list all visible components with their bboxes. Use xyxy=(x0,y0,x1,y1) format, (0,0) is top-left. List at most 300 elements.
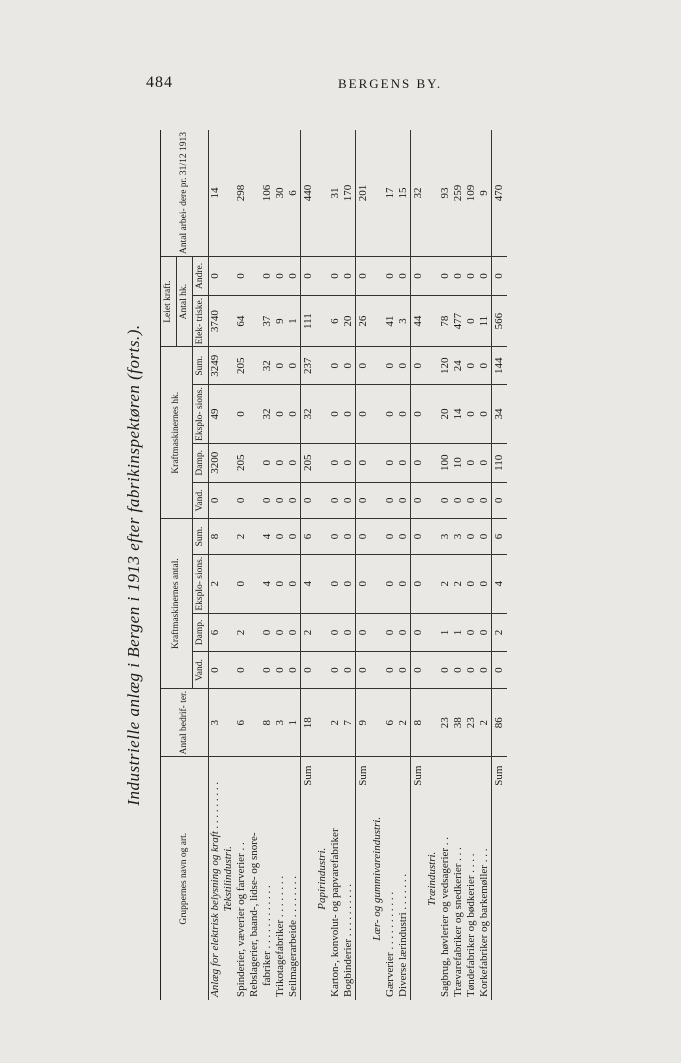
empty-cell xyxy=(222,688,235,757)
value-cell: 0 xyxy=(384,554,397,613)
value-cell: 0 xyxy=(287,385,301,444)
value-cell: 3 xyxy=(439,519,452,555)
row-label: Anlæg for elektrisk belysning og kraft . . . . . . . . . xyxy=(209,757,223,1000)
section-title: Tekstilindustri. xyxy=(222,846,234,912)
value-cell: 6 xyxy=(384,688,397,757)
row-label: Seilmagerarbeide . . . . . . . . xyxy=(287,876,299,997)
value-cell: 0 xyxy=(274,256,287,295)
value-cell: 0 xyxy=(287,652,301,689)
value-cell: 11 xyxy=(478,295,492,346)
value-cell: 0 xyxy=(478,652,492,689)
empty-cell xyxy=(316,130,329,256)
value-cell: 4 xyxy=(261,519,274,555)
empty-cell xyxy=(316,385,329,444)
value-cell: 3 xyxy=(397,295,411,346)
col-header-antal-arbeidere: Antal arbei- dere pr. 31/12 1913 xyxy=(161,130,209,256)
value-cell: 64 xyxy=(235,295,248,346)
value-cell: 8 xyxy=(209,519,223,555)
col-header-andre: Andre. xyxy=(193,256,209,295)
value-cell: 0 xyxy=(384,256,397,295)
value-cell: 32 xyxy=(301,385,317,444)
value-cell: 0 xyxy=(356,613,372,652)
empty-cell xyxy=(426,688,439,757)
row-label: Diverse lærindustri . . . . . . . xyxy=(397,873,409,997)
row-label: Spinderier, væverier og farverier . . xyxy=(235,842,247,997)
value-cell: 6 xyxy=(301,519,317,555)
value-cell: 14 xyxy=(209,130,223,256)
col-header-name: Gruppernes navn og art. xyxy=(161,757,209,1000)
col-header-eksplosions-hk: Eksplo- sions. xyxy=(193,385,209,444)
row-label: Korkefabriker og barkemøller . . . xyxy=(478,848,490,997)
value-cell: 2 xyxy=(452,554,465,613)
value-cell: 0 xyxy=(235,385,248,444)
value-cell: 78 xyxy=(439,295,452,346)
value-cell: 0 xyxy=(411,347,427,385)
value-cell: 0 xyxy=(465,443,478,482)
value-cell: 0 xyxy=(287,613,301,652)
value-cell: 4 xyxy=(261,554,274,613)
value-cell: 0 xyxy=(478,554,492,613)
value-cell: 100 xyxy=(439,443,452,482)
value-cell: 0 xyxy=(342,347,356,385)
col-header-vand-hk: Vand. xyxy=(193,482,209,519)
value-cell: 9 xyxy=(274,295,287,346)
value-cell: 2 xyxy=(329,688,342,757)
value-cell: 93 xyxy=(439,130,452,256)
value-cell: 0 xyxy=(261,613,274,652)
row-label: Tøndefabriker og bødkerier . . . . xyxy=(465,853,477,997)
running-title: BERGENS BY. xyxy=(338,76,443,91)
value-cell: 0 xyxy=(301,256,317,295)
value-cell: 2 xyxy=(235,519,248,555)
page-number: 484 xyxy=(146,74,173,91)
value-cell xyxy=(248,347,261,385)
value-cell: 0 xyxy=(492,256,508,295)
col-header-damp: Damp. xyxy=(193,613,209,652)
empty-cell xyxy=(316,652,329,689)
value-cell xyxy=(248,652,261,689)
empty-cell xyxy=(371,443,384,482)
empty-cell xyxy=(316,554,329,613)
value-cell: 0 xyxy=(329,613,342,652)
value-cell: 0 xyxy=(439,482,452,519)
value-cell xyxy=(248,613,261,652)
col-header-kraftmaskiner-hk: Kraftmaskinernes hk. xyxy=(161,347,193,519)
table-row xyxy=(452,130,465,1000)
empty-cell xyxy=(316,482,329,519)
value-cell: 0 xyxy=(397,519,411,555)
empty-cell xyxy=(426,613,439,652)
empty-cell xyxy=(426,482,439,519)
value-cell: 3200 xyxy=(209,443,223,482)
value-cell xyxy=(248,688,261,757)
empty-cell xyxy=(426,256,439,295)
value-cell: 259 xyxy=(452,130,465,256)
value-cell: 0 xyxy=(356,482,372,519)
empty-cell xyxy=(371,688,384,757)
section-row xyxy=(222,130,235,1000)
col-header-sum: Sum. xyxy=(193,519,209,555)
empty-cell xyxy=(426,347,439,385)
value-cell: 0 xyxy=(384,613,397,652)
value-cell: 0 xyxy=(342,519,356,555)
empty-cell xyxy=(222,482,235,519)
value-cell: 0 xyxy=(342,443,356,482)
value-cell: 1 xyxy=(439,613,452,652)
empty-cell xyxy=(316,295,329,346)
value-cell: 3 xyxy=(274,688,287,757)
value-cell: 0 xyxy=(478,519,492,555)
table-row xyxy=(329,130,342,1000)
sum-label: Sum xyxy=(411,757,427,1000)
col-header-elektriske: Elek- triske. xyxy=(193,295,209,346)
table-row xyxy=(439,130,452,1000)
value-cell: 18 xyxy=(301,688,317,757)
value-cell: 0 xyxy=(384,482,397,519)
value-cell: 0 xyxy=(209,482,223,519)
empty-cell xyxy=(371,554,384,613)
empty-cell xyxy=(371,295,384,346)
empty-cell xyxy=(426,295,439,346)
value-cell: 31 xyxy=(329,130,342,256)
value-cell: 0 xyxy=(478,443,492,482)
value-cell: 0 xyxy=(411,519,427,555)
value-cell: 111 xyxy=(301,295,317,346)
value-cell: 3740 xyxy=(209,295,223,346)
value-cell: 477 xyxy=(452,295,465,346)
sum-row xyxy=(411,130,427,1000)
value-cell: 0 xyxy=(235,554,248,613)
col-header-antal-hk: Antal hk. xyxy=(177,256,193,346)
empty-cell xyxy=(222,130,235,256)
value-cell: 37 xyxy=(261,295,274,346)
value-cell: 0 xyxy=(261,256,274,295)
value-cell: 0 xyxy=(465,347,478,385)
value-cell: 0 xyxy=(235,482,248,519)
value-cell: 0 xyxy=(329,482,342,519)
value-cell: 8 xyxy=(261,688,274,757)
value-cell: 0 xyxy=(356,347,372,385)
value-cell: 144 xyxy=(492,347,508,385)
table-row xyxy=(235,130,248,1000)
row-label: fabriker . . . . . . . . . . . . xyxy=(261,885,273,986)
value-cell: 0 xyxy=(274,519,287,555)
value-cell: 0 xyxy=(287,519,301,555)
table-title: Industrielle anlæg i Bergen i 1913 efter fabrikinspektøren (forts.). xyxy=(124,324,143,806)
value-cell: 0 xyxy=(261,443,274,482)
empty-cell xyxy=(371,652,384,689)
value-cell: 3 xyxy=(452,519,465,555)
value-cell: 440 xyxy=(301,130,317,256)
value-cell: 2 xyxy=(397,688,411,757)
value-cell: 0 xyxy=(329,519,342,555)
value-cell: 106 xyxy=(261,130,274,256)
value-cell: 0 xyxy=(274,482,287,519)
value-cell: 0 xyxy=(397,554,411,613)
empty-cell xyxy=(316,519,329,555)
value-cell: 0 xyxy=(397,347,411,385)
table-row xyxy=(248,130,261,1000)
value-cell: 0 xyxy=(465,554,478,613)
value-cell: 0 xyxy=(329,256,342,295)
value-cell: 0 xyxy=(287,443,301,482)
empty-cell xyxy=(222,347,235,385)
value-cell: 32 xyxy=(261,385,274,444)
value-cell: 41 xyxy=(384,295,397,346)
col-header-vand: Vand. xyxy=(193,652,209,689)
value-cell: 0 xyxy=(384,347,397,385)
value-cell: 205 xyxy=(235,347,248,385)
col-header-kraftmaskiner-antal: Kraftmaskinernes antal. xyxy=(161,519,193,689)
section-row xyxy=(371,130,384,1000)
value-cell xyxy=(248,482,261,519)
row-label: Trævarefabriker og snedkerier . . . xyxy=(452,847,464,997)
value-cell: 0 xyxy=(465,613,478,652)
value-cell: 0 xyxy=(465,482,478,519)
table-row xyxy=(261,130,274,1000)
table-body xyxy=(209,130,508,1000)
section-title: Papirindustri. xyxy=(316,847,328,910)
value-cell: 0 xyxy=(274,347,287,385)
row-label: Bogbinderier . . . . . . . . . . xyxy=(342,883,354,997)
value-cell: 0 xyxy=(261,652,274,689)
value-cell: 0 xyxy=(478,385,492,444)
empty-cell xyxy=(371,256,384,295)
value-cell: 205 xyxy=(301,443,317,482)
empty-cell xyxy=(222,554,235,613)
value-cell: 0 xyxy=(452,256,465,295)
value-cell: 0 xyxy=(384,385,397,444)
value-cell: 0 xyxy=(397,613,411,652)
value-cell: 32 xyxy=(411,130,427,256)
empty-cell xyxy=(222,385,235,444)
value-cell: 6 xyxy=(287,130,301,256)
value-cell: 0 xyxy=(439,256,452,295)
sum-label: Sum xyxy=(492,757,508,1000)
value-cell: 0 xyxy=(478,482,492,519)
value-cell: 0 xyxy=(411,256,427,295)
sum-row xyxy=(301,130,317,1000)
value-cell: 9 xyxy=(356,688,372,757)
value-cell: 32 xyxy=(261,347,274,385)
value-cell: 0 xyxy=(384,443,397,482)
empty-cell xyxy=(371,347,384,385)
table-row xyxy=(342,130,356,1000)
value-cell: 6 xyxy=(209,613,223,652)
empty-cell xyxy=(316,443,329,482)
value-cell: 0 xyxy=(329,554,342,613)
empty-cell xyxy=(222,652,235,689)
value-cell: 0 xyxy=(384,652,397,689)
empty-cell xyxy=(426,519,439,555)
sum-label: Sum xyxy=(301,757,317,1000)
col-header-antal-bedrifter: Antal bedrif- ter. xyxy=(161,688,209,757)
value-cell: 2 xyxy=(301,613,317,652)
value-cell: 0 xyxy=(452,482,465,519)
value-cell: 0 xyxy=(411,554,427,613)
value-cell: 4 xyxy=(301,554,317,613)
value-cell: 30 xyxy=(274,130,287,256)
row-label: Rebslagerier, baand-, lidse- og snore- xyxy=(248,832,260,997)
value-cell xyxy=(248,554,261,613)
value-cell: 0 xyxy=(301,482,317,519)
value-cell: 0 xyxy=(397,443,411,482)
empty-cell xyxy=(426,443,439,482)
value-cell: 3249 xyxy=(209,347,223,385)
value-cell: 38 xyxy=(452,688,465,757)
value-cell: 44 xyxy=(411,295,427,346)
value-cell: 201 xyxy=(356,130,372,256)
value-cell: 120 xyxy=(439,347,452,385)
value-cell: 0 xyxy=(329,443,342,482)
empty-cell xyxy=(316,347,329,385)
value-cell: 0 xyxy=(342,613,356,652)
value-cell: 0 xyxy=(329,652,342,689)
value-cell: 0 xyxy=(356,385,372,444)
value-cell: 205 xyxy=(235,443,248,482)
value-cell: 0 xyxy=(287,256,301,295)
value-cell: 109 xyxy=(465,130,478,256)
value-cell: 0 xyxy=(397,482,411,519)
value-cell: 14 xyxy=(452,385,465,444)
value-cell: 23 xyxy=(465,688,478,757)
value-cell: 0 xyxy=(411,482,427,519)
value-cell: 0 xyxy=(342,652,356,689)
value-cell: 0 xyxy=(492,482,508,519)
value-cell: 110 xyxy=(492,443,508,482)
value-cell: 15 xyxy=(397,130,411,256)
table-row xyxy=(209,130,223,1000)
empty-cell xyxy=(426,554,439,613)
value-cell: 0 xyxy=(274,385,287,444)
value-cell: 237 xyxy=(301,347,317,385)
table-row xyxy=(274,130,287,1000)
value-cell: 6 xyxy=(329,295,342,346)
empty-cell xyxy=(371,519,384,555)
section-title: Lær- og gummivareindustri. xyxy=(371,816,383,941)
table-row xyxy=(465,130,478,1000)
value-cell: 0 xyxy=(287,347,301,385)
value-cell: 0 xyxy=(261,482,274,519)
value-cell: 0 xyxy=(274,613,287,652)
value-cell: 0 xyxy=(384,519,397,555)
col-header-eksplosions: Eksplo- sions. xyxy=(193,554,209,613)
value-cell: 0 xyxy=(411,652,427,689)
value-cell: 0 xyxy=(439,652,452,689)
value-cell: 0 xyxy=(301,652,317,689)
value-cell: 0 xyxy=(465,385,478,444)
value-cell: 0 xyxy=(209,256,223,295)
sum-label: Sum xyxy=(356,757,372,1000)
empty-cell xyxy=(222,295,235,346)
value-cell: 2 xyxy=(439,554,452,613)
empty-cell xyxy=(371,613,384,652)
value-cell: 0 xyxy=(329,385,342,444)
value-cell: 0 xyxy=(235,652,248,689)
value-cell: 1 xyxy=(452,613,465,652)
value-cell: 0 xyxy=(411,443,427,482)
section-title: Træindustri. xyxy=(426,851,438,906)
value-cell: 0 xyxy=(465,256,478,295)
value-cell xyxy=(248,256,261,295)
value-cell: 10 xyxy=(452,443,465,482)
empty-cell xyxy=(371,385,384,444)
value-cell: 0 xyxy=(465,652,478,689)
value-cell: 0 xyxy=(356,554,372,613)
value-cell: 26 xyxy=(356,295,372,346)
col-header-leiet-kraft: Leiet kraft. xyxy=(161,256,177,346)
value-cell: 0 xyxy=(397,385,411,444)
value-cell: 0 xyxy=(329,347,342,385)
col-header-damp-hk: Damp. xyxy=(193,443,209,482)
empty-cell xyxy=(222,613,235,652)
value-cell: 0 xyxy=(274,554,287,613)
value-cell: 6 xyxy=(235,688,248,757)
value-cell: 0 xyxy=(478,347,492,385)
value-cell: 2 xyxy=(235,613,248,652)
value-cell: 6 xyxy=(492,519,508,555)
empty-cell xyxy=(316,256,329,295)
value-cell: 0 xyxy=(411,385,427,444)
table-row xyxy=(397,130,411,1000)
value-cell: 24 xyxy=(452,347,465,385)
value-cell: 0 xyxy=(342,482,356,519)
section-row xyxy=(316,130,329,1000)
empty-cell xyxy=(316,688,329,757)
value-cell: 298 xyxy=(235,130,248,256)
value-cell: 0 xyxy=(287,554,301,613)
value-cell: 0 xyxy=(356,519,372,555)
value-cell: 0 xyxy=(411,613,427,652)
value-cell: 0 xyxy=(356,256,372,295)
value-cell xyxy=(248,385,261,444)
value-cell: 3 xyxy=(209,688,223,757)
value-cell: 8 xyxy=(411,688,427,757)
value-cell: 0 xyxy=(342,554,356,613)
value-cell: 0 xyxy=(342,256,356,295)
value-cell: 0 xyxy=(342,385,356,444)
empty-cell xyxy=(222,443,235,482)
table-row xyxy=(384,130,397,1000)
section-row xyxy=(426,130,439,1000)
value-cell: 0 xyxy=(274,443,287,482)
value-cell: 0 xyxy=(274,652,287,689)
value-cell xyxy=(248,130,261,256)
value-cell: 0 xyxy=(478,256,492,295)
value-cell: 1 xyxy=(287,295,301,346)
row-label: Karton-, konvolut- og papvarefabriker xyxy=(329,828,341,997)
value-cell: 2 xyxy=(478,688,492,757)
value-cell xyxy=(248,295,261,346)
value-cell: 1 xyxy=(287,688,301,757)
value-cell: 20 xyxy=(342,295,356,346)
value-cell: 0 xyxy=(287,482,301,519)
statistics-table xyxy=(160,130,507,1000)
empty-cell xyxy=(222,256,235,295)
col-header-sum-hk: Sum. xyxy=(193,347,209,385)
value-cell: 0 xyxy=(209,652,223,689)
value-cell: 0 xyxy=(356,443,372,482)
value-cell: 2 xyxy=(209,554,223,613)
value-cell: 0 xyxy=(452,652,465,689)
value-cell: 0 xyxy=(235,256,248,295)
value-cell: 20 xyxy=(439,385,452,444)
value-cell: 470 xyxy=(492,130,508,256)
sum-row xyxy=(492,130,508,1000)
empty-cell xyxy=(426,652,439,689)
value-cell: 17 xyxy=(384,130,397,256)
value-cell xyxy=(248,443,261,482)
